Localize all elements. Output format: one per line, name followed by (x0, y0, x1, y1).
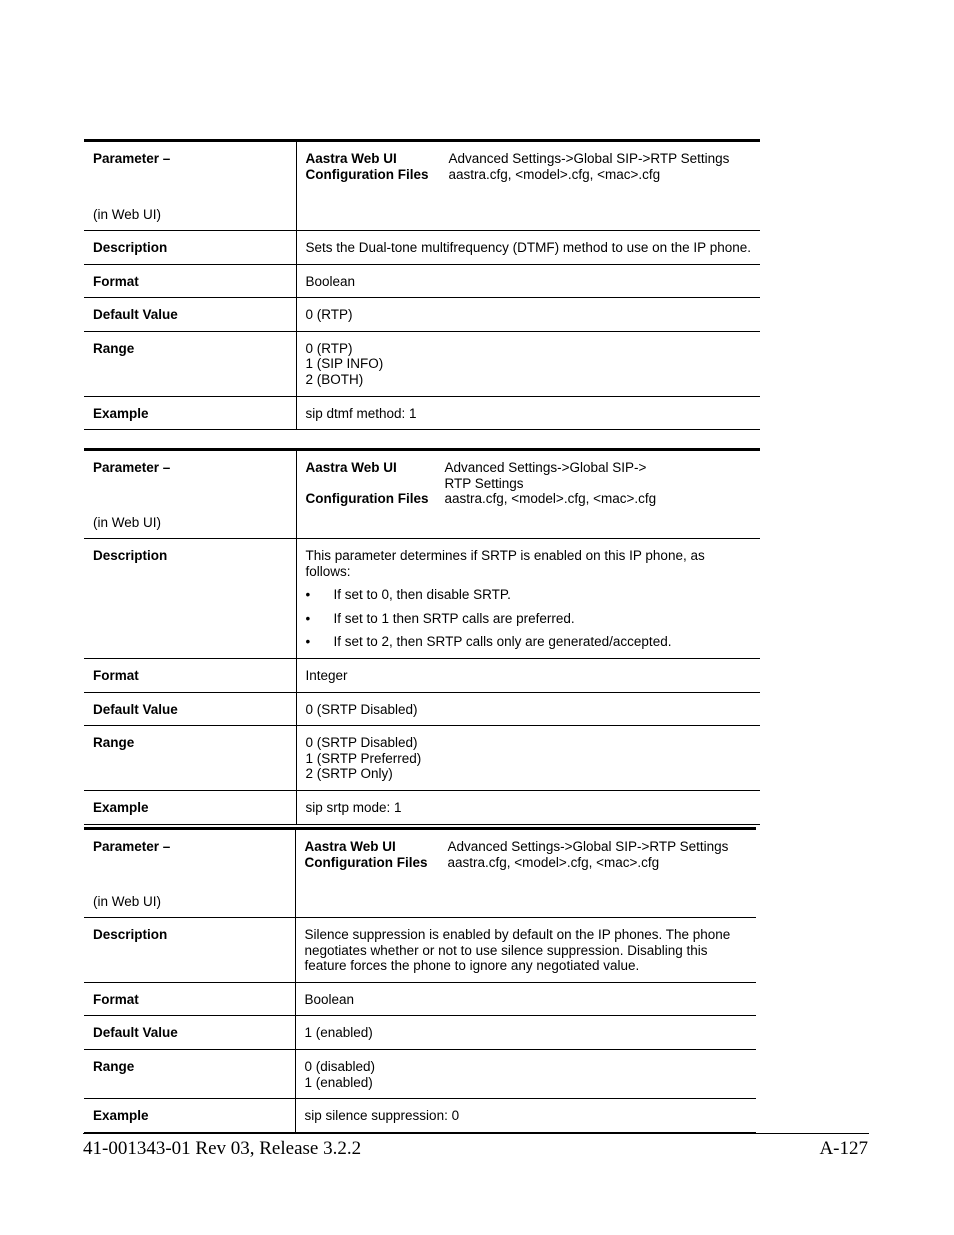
in-web-ui-label: (in Web UI) (93, 207, 162, 223)
default-value-label: Default Value (84, 298, 296, 332)
format-label: Format (84, 982, 295, 1016)
range-line: 2 (SRTP Only) (305, 766, 393, 782)
parameter-label: Parameter – (93, 151, 171, 166)
format-label: Format (84, 264, 296, 298)
description-label: Description (84, 231, 296, 265)
parameter-table-dtmf (84, 139, 760, 430)
range-line: 1 (SRTP Preferred) (305, 750, 422, 766)
parameter-label: Parameter – (93, 839, 171, 854)
config-files-key: Configuration Files (305, 491, 429, 507)
example-value: sip silence suppression: 0 (295, 1099, 756, 1133)
in-web-ui-label: (in Web UI) (93, 515, 162, 531)
aastra-web-ui-key: Aastra Web UI (305, 151, 397, 166)
description-value: Sets the Dual-tone multifrequency (DTMF) method to use on the IP phone. (296, 231, 760, 265)
range-line: 2 (BOTH) (305, 371, 364, 387)
parameter-values-cell (296, 450, 760, 539)
range-values (296, 726, 760, 791)
example-label: Example (84, 396, 296, 430)
aastra-web-ui-path: Advanced Settings->Global SIP->RTP Settings (448, 151, 730, 166)
range-line: 0 (RTP) (305, 340, 353, 356)
default-value-label: Default Value (84, 692, 296, 726)
range-label: Range (84, 331, 296, 396)
aastra-web-ui-path-cont: RTP Settings (444, 475, 524, 491)
aastra-web-ui-key: Aastra Web UI (304, 839, 396, 854)
default-value: 0 (RTP) (296, 298, 760, 332)
footer-document-id: 41-001343-01 Rev 03, Release 3.2.2 (83, 1138, 362, 1159)
bullet-item: • If set to 1 then SRTP calls are preferred. (305, 610, 575, 626)
bullet-icon: • (305, 634, 311, 650)
aastra-web-ui-path: Advanced Settings->Global SIP-> (444, 460, 647, 475)
range-line: 0 (disabled) (304, 1058, 376, 1074)
range-line: 1 (enabled) (304, 1074, 373, 1090)
bullet-icon: • (305, 587, 311, 603)
parameter-table-silence-suppression (84, 827, 756, 1133)
config-files-value: aastra.cfg, <model>.cfg, <mac>.cfg (447, 854, 660, 870)
range-values (295, 1049, 756, 1098)
description-value (296, 539, 760, 659)
format-value: Integer (296, 658, 760, 692)
description-bullet-list (306, 587, 752, 650)
config-files-value: aastra.cfg, <model>.cfg, <mac>.cfg (448, 166, 661, 182)
parameter-label: Parameter – (93, 460, 171, 475)
in-web-ui-label: (in Web UI) (93, 894, 162, 910)
range-label: Range (84, 726, 296, 791)
example-label: Example (84, 1099, 295, 1133)
config-files-value: aastra.cfg, <model>.cfg, <mac>.cfg (444, 491, 657, 507)
aastra-web-ui-key: Aastra Web UI (305, 460, 397, 475)
description-label: Description (84, 918, 295, 983)
parameter-values-cell (296, 141, 760, 231)
format-label: Format (84, 658, 296, 692)
bullet-item: • If set to 2, then SRTP calls only are generated/accepted. (305, 634, 672, 650)
format-value: Boolean (296, 264, 760, 298)
default-value-label: Default Value (84, 1016, 295, 1050)
range-line: 0 (SRTP Disabled) (305, 735, 418, 751)
parameter-label-cell (84, 450, 296, 539)
parameter-values-cell (295, 829, 756, 918)
example-value: sip srtp mode: 1 (296, 790, 760, 824)
format-value: Boolean (295, 982, 756, 1016)
config-files-key: Configuration Files (305, 166, 429, 182)
default-value: 0 (SRTP Disabled) (296, 692, 760, 726)
bullet-item: • If set to 0, then disable SRTP. (305, 587, 511, 603)
default-value: 1 (enabled) (295, 1016, 756, 1050)
config-files-key: Configuration Files (304, 854, 428, 870)
aastra-web-ui-path: Advanced Settings->Global SIP->RTP Settings (447, 839, 729, 854)
description-value: Silence suppression is enabled by default on the IP phones. The phone negotiates whether or not to use silence suppression. Disabling this feature forces the phone to ignore any negotiated value. (295, 918, 756, 983)
footer-divider (83, 1133, 869, 1134)
parameter-label-cell (84, 829, 295, 918)
range-line: 1 (SIP INFO) (305, 356, 384, 372)
range-values (296, 331, 760, 396)
description-label: Description (84, 539, 296, 659)
bullet-icon: • (305, 610, 311, 626)
range-label: Range (84, 1049, 295, 1098)
parameter-table-srtp (84, 448, 760, 825)
description-intro: This parameter determines if SRTP is enabled on this IP phone, as follows: (305, 548, 705, 579)
example-value: sip dtmf method: 1 (296, 396, 760, 430)
example-label: Example (84, 790, 296, 824)
footer-page-number: A-127 (819, 1138, 868, 1159)
parameter-label-cell (84, 141, 296, 231)
